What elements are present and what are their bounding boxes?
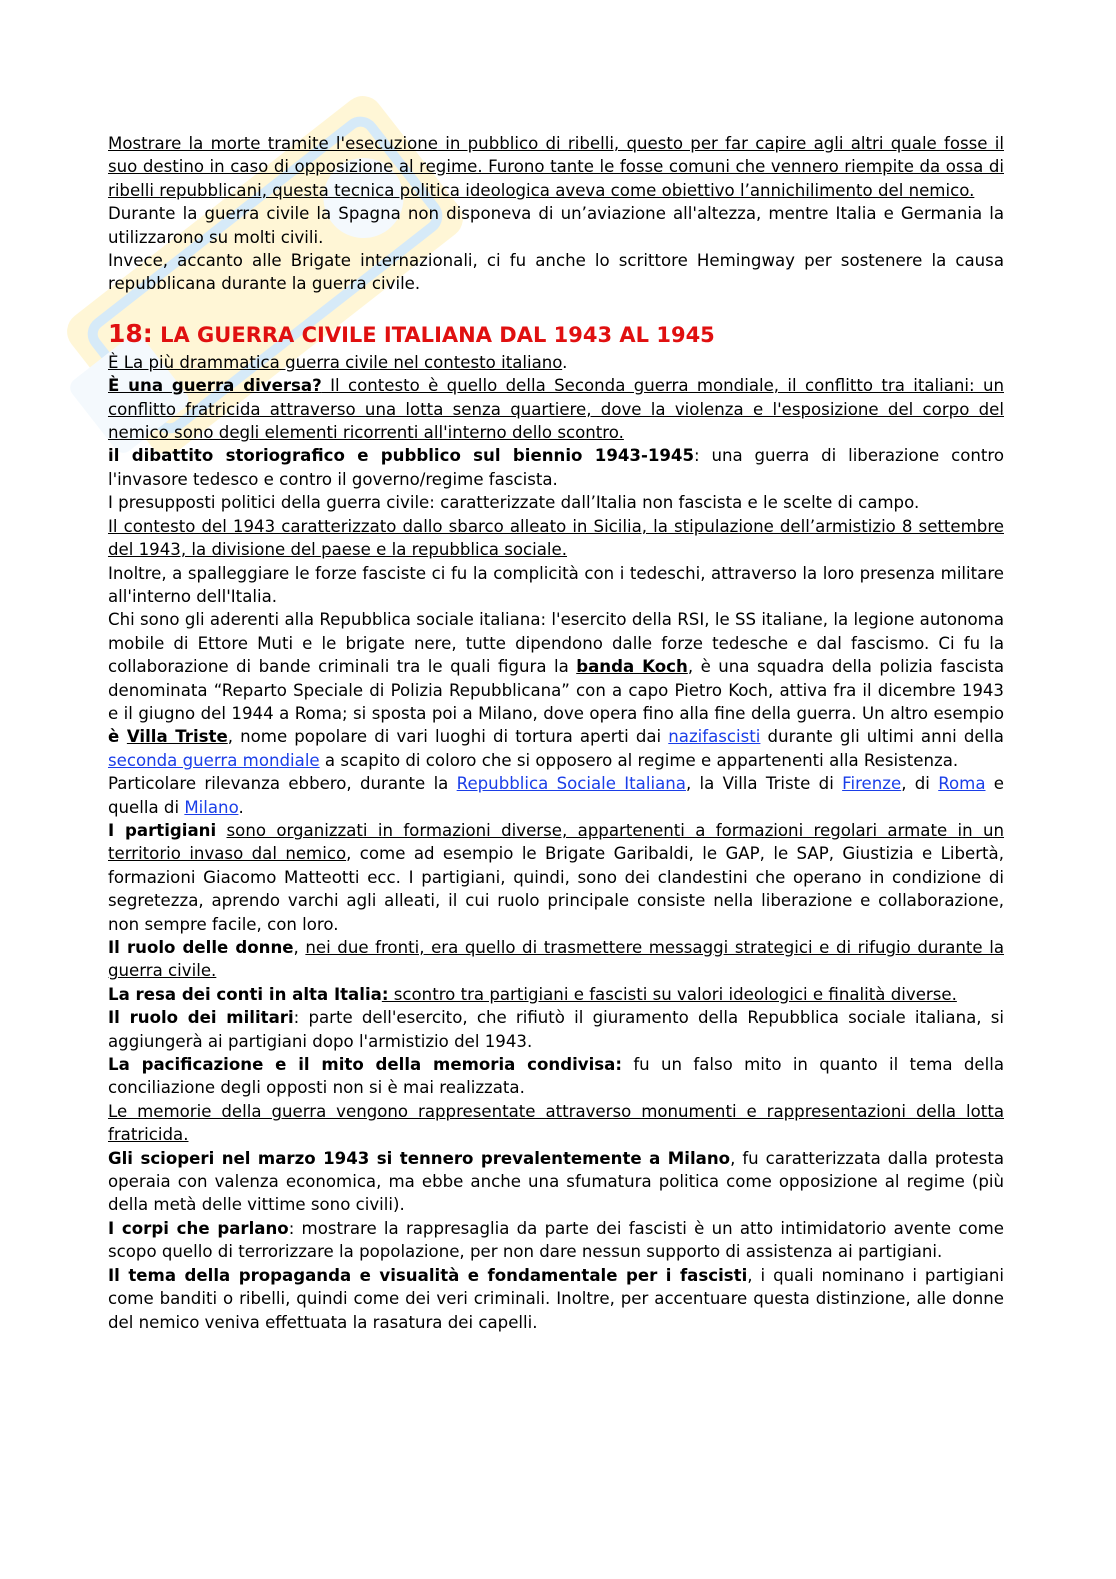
paragraph-villa-triste-locations: Particolare rilevanza ebbero, durante la Repubblica Sociale Italiana, la Villa Triste di Firenze, di Roma e quella di Milano. [108, 774, 1005, 817]
paragraph-rsi-adherents: Chi sono gli aderenti alla Repubblica sociale italiana: l'esercito della RSI, le SS italiane, la legione autonoma mobile di Ettore Muti e le brigate nere, tutte dipendono dalle forze tedesche e dal fascismo. Ci fu la collaborazione di bande criminali tra le quali figura la banda Koch, è una squadra della polizia fascista denominata “Reparto Speciale di Polizia Repubblicana” con a capo Pietro Koch, attiva fra il dicembre 1943 e il giugno del 1944 a Roma; si sposta poi a Milano, dove opera fino alla fine della guerra. Un altro esempio è Villa Triste, nome popolare di vari luoghi di tortura aperti dai nazifascisti durante gli ultimi anni della seconda guerra mondiale a scapito di coloro che si opposero al regime e appartenenti alla Resistenza. [108, 610, 1005, 770]
link-firenze[interactable]: Firenze [842, 774, 902, 794]
paragraph-pacification: La pacificazione e il mito della memoria condivisa: fu un falso mito in quanto il tema della conciliazione degli opposti non si è mai realizzata. [108, 1055, 1004, 1098]
section-heading: 18: LA GUERRA CIVILE ITALIANA DAL 1943 AL 1945 [108, 318, 715, 348]
paragraph-partisans: I partigiani sono organizzati in formazioni diverse, appartenenti a formazioni regolari armate in un territorio invaso dal nemico, come ad esempio le Brigate Garibaldi, le GAP, le SAP, Giustizia e Libertà, formazioni Giacomo Matteotti ecc. I partigiani, quindi, sono dei clandestini che operano in condizione di segretezza, aprendo varchi agli alleati, il cui ruolo principale consiste nella liberazione e collaborazione, non sempre facile, con loro. [108, 820, 1005, 934]
paragraph-hemingway: Invece, accanto alle Brigate internazionali, ci fu anche lo scrittore Hemingway per sostenere la causa repubblicana durante la guerra civile. [108, 251, 1004, 294]
banda-koch-term: banda Koch [576, 657, 688, 677]
paragraph-women-role: Il ruolo delle donne, nei due fronti, era quello di trasmettere messaggi strategici e di rifugio durante la guerra civile. [108, 938, 1004, 981]
link-roma[interactable]: Roma [938, 774, 986, 794]
paragraph-public-execution: Mostrare la morte tramite l'esecuzione in pubblico di ribelli, questo per far capire agli altri quale fosse il suo destino in caso di opposizione al regime. Furono tante le fosse comuni che vennero riempite da ossa di ribelli repubblicani, questa tecnica politica ideologica aveva come obiettivo l’annichilimento del nemico. [108, 134, 1004, 200]
document-page [108, 132, 1004, 1334]
link-milano[interactable]: Milano [184, 797, 239, 817]
paragraph-settling-scores: La resa dei conti in alta Italia: scontro tra partigiani e fascisti su valori ideologici e finalità diverse. [108, 984, 957, 1004]
paragraph-propaganda: Il tema della propaganda e visualità e fondamentale per i fascisti, i quali nominano i partigiani come banditi o ribelli, quindi come dei veri criminali. Inoltre, per accentuare questa distinzione, alle donne del nemico veniva effettuata la rasatura dei capelli. [108, 1265, 1004, 1332]
paragraph-historiographic-debate: il dibattito storiografico e pubblico sul biennio 1943-1945: una guerra di liberazione contro l'invasore tedesco e contro il governo/regime fascista. [108, 446, 1004, 489]
paragraph-strikes-1943: Gli scioperi nel marzo 1943 si tennero prevalentemente a Milano, fu caratterizzata dalla protesta operaia con valenza economica, ma ebbe anche una sfumatura politica come opposizione al regime (più della metà delle vittime sono civili). [108, 1148, 1005, 1215]
paragraph-different-war: È una guerra diversa? Il contesto è quello della Seconda guerra mondiale, il conflitto tra italiani: un conflitto fratricida attraverso una lotta senza quartiere, dove la violenza e l'esposizione del corpo del nemico sono degli elementi ricorrenti all'interno dello scontro. [108, 376, 1004, 443]
paragraph-speaking-bodies: I corpi che parlano: mostrare la rappresaglia da parte dei fascisti è un atto intimidatorio avente come scopo quello di terrorizzare la popolazione, per non dare nessun supporto di assistenza ai partigiani. [108, 1218, 1004, 1262]
villa-triste-term: Villa Triste [126, 727, 228, 747]
link-nazifascisti[interactable]: nazifascisti [668, 727, 761, 747]
paragraph-1943-context: Il contesto del 1943 caratterizzato dallo sbarco alleato in Sicilia, la stipulazione dell’armistizio 8 settembre del 1943, la divisione del paese e la repubblica sociale. [108, 516, 1004, 560]
paragraph-aviation: Durante la guerra civile la Spagna non disponeva di un’aviazione all'altezza, mentre Italia e Germania la utilizzarono su molti civili. [108, 204, 1004, 247]
paragraph-most-dramatic: È La più drammatica guerra civile nel contesto italiano. [108, 352, 568, 372]
paragraph-military-role: Il ruolo dei militari: parte dell'esercito, che rifiutò il giuramento della Repubblica sociale italiana, si aggiungerà ai partigiani dopo l'armistizio del 1943. [108, 1008, 1004, 1051]
link-repubblica-sociale-italiana[interactable]: Repubblica Sociale Italiana [456, 774, 686, 794]
link-seconda-guerra-mondiale[interactable]: seconda guerra mondiale [108, 750, 320, 770]
paragraph-german-complicity: Inoltre, a spalleggiare le forze fasciste ci fu la complicità con i tedeschi, attraverso la loro presenza militare all'interno dell'Italia. [108, 563, 1004, 606]
paragraph-war-memories: Le memorie della guerra vengono rappresentate attraverso monumenti e rappresentazioni della lotta fratricida. [108, 1101, 1004, 1145]
paragraph-political-premises: I presupposti politici della guerra civile: caratterizzate dall’Italia non fascista e le scelte di campo. [108, 493, 920, 513]
